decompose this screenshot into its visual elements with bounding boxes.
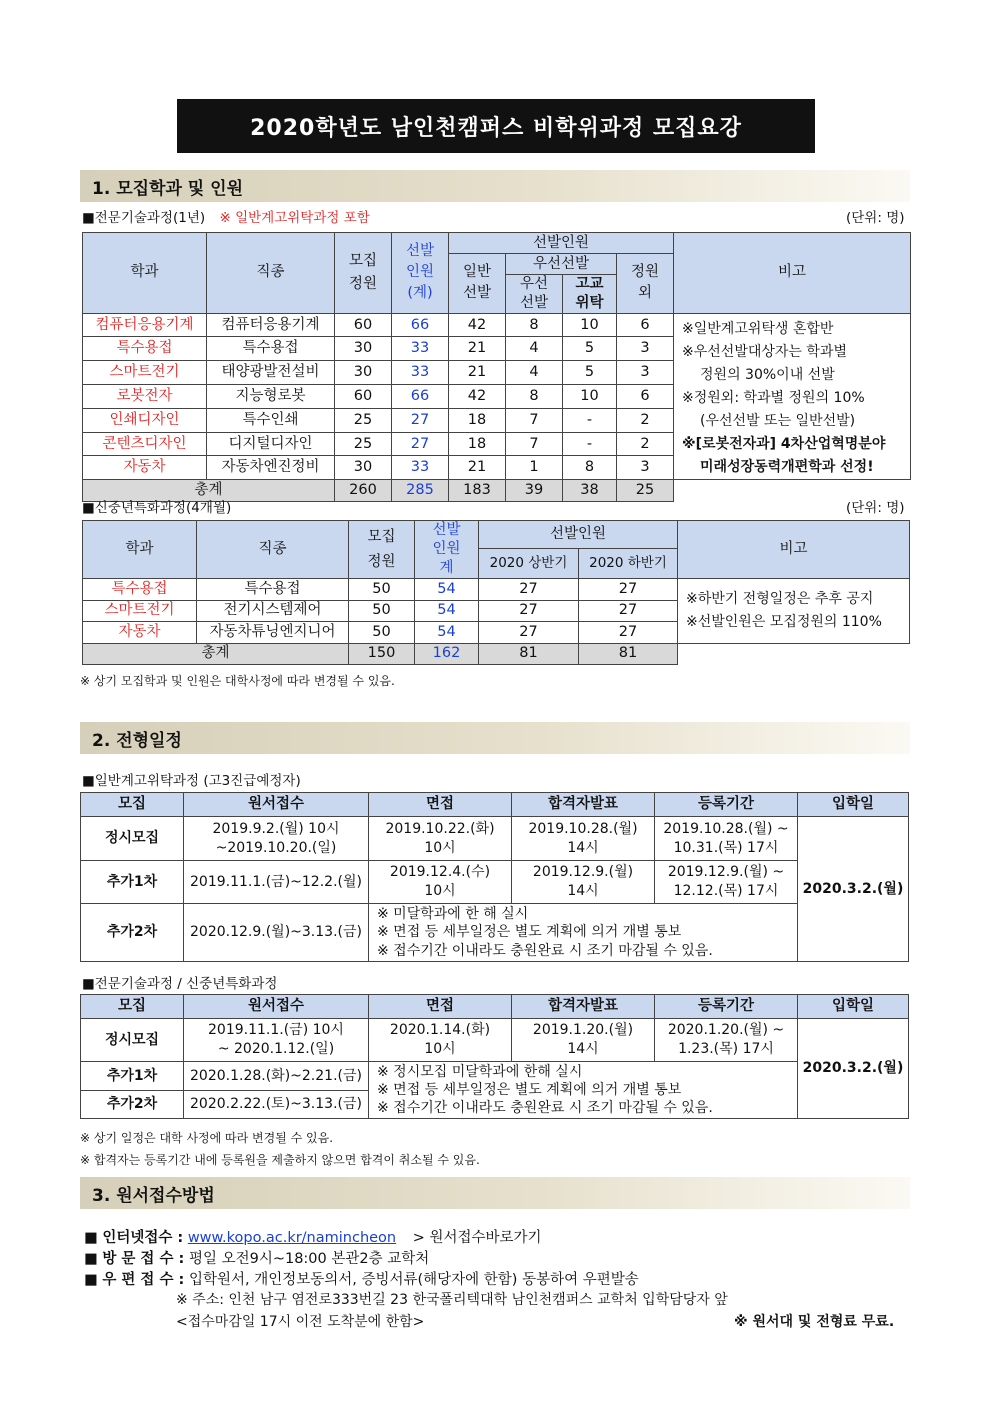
sec1-footnote: ※ 상기 모집학과 및 인원은 대학사정에 따라 변경될 수 있음. <box>80 674 395 688</box>
extra-value: 3 <box>617 456 674 480</box>
general-value: 18 <box>449 432 506 456</box>
selected-value: 27 <box>392 408 449 432</box>
dept-name: 로봇전자 <box>83 385 207 409</box>
priority-value: 8 <box>506 313 563 337</box>
total-label: 총계 <box>83 480 335 502</box>
internet-apply-label: 인터넷접수 : <box>102 1230 184 1246</box>
total-extra: 25 <box>617 480 674 502</box>
apply-period <box>184 1062 369 1091</box>
job-name: 컴퓨터응용기계 <box>207 313 335 337</box>
interview-date <box>369 817 512 861</box>
quota-value: 50 <box>349 579 415 601</box>
pro-senior-schedule-table <box>80 994 909 1119</box>
cell-line: 10시 <box>424 839 456 856</box>
apply-period <box>184 861 369 904</box>
remark-note: 미래성장동력개편학과 선정! <box>700 459 874 476</box>
t2-col-h2: 2020 하반기 <box>579 549 678 579</box>
selected-value: 66 <box>392 313 449 337</box>
t2-col-dept: 학과 <box>83 521 197 579</box>
remark-notes <box>674 313 911 480</box>
h1-value: 27 <box>479 600 579 622</box>
job-name: 전기시스템제어 <box>197 600 349 622</box>
dept-name: 스마트전기 <box>83 361 207 385</box>
cell-line: 2019.12.9.(월) ~ <box>667 864 785 881</box>
job-name: 특수인쇄 <box>207 408 335 432</box>
b-col-3: 합격자발표 <box>512 995 655 1019</box>
extra-value: 6 <box>617 385 674 409</box>
t2-total-quota: 150 <box>349 643 415 664</box>
quota-value: 30 <box>335 456 392 480</box>
cell-line: ~ 2020.1.12.(일) <box>217 1041 335 1057</box>
quota-value: 60 <box>335 313 392 337</box>
priority-value: 8 <box>506 385 563 409</box>
extra-value: 2 <box>617 432 674 456</box>
col-dept: 학과 <box>83 233 207 314</box>
result-date <box>512 1019 655 1062</box>
priority-value: 1 <box>506 456 563 480</box>
selected-value: 33 <box>392 456 449 480</box>
dept-name: 인쇄디자인 <box>83 408 207 432</box>
result-date <box>512 817 655 861</box>
selected-value: 27 <box>392 432 449 456</box>
deadline-line: <접수마감일 17시 이전 도착분에 한함> <box>176 1314 425 1330</box>
general-value: 21 <box>449 361 506 385</box>
page-title: 2020학년도 남인천캠퍼스 비학위과정 모집요강 <box>177 99 815 153</box>
visit-apply-text: 평일 오전9시~18:00 본관2층 교학처 <box>188 1251 430 1267</box>
col-extra <box>617 254 674 314</box>
extra-value: 3 <box>617 337 674 361</box>
dept-name: 스마트전기 <box>83 600 197 622</box>
dept-name: 콘텐츠디자인 <box>83 432 207 456</box>
h1-value: 27 <box>479 622 579 644</box>
cell-line: ~2019.10.20.(일) <box>215 839 337 856</box>
h2-value: 27 <box>579 622 678 644</box>
extra-value: 3 <box>617 361 674 385</box>
selected-value: 54 <box>415 600 479 622</box>
schedule-notes <box>369 904 798 962</box>
bullet-icon: ■ <box>84 1230 98 1246</box>
subheading-pro-course <box>82 206 370 226</box>
col-priority-sel-label: 우선 선발 <box>519 276 548 311</box>
col-job: 직종 <box>207 233 335 314</box>
selected-value: 33 <box>392 361 449 385</box>
apply-period <box>184 1091 369 1119</box>
t2-total-selected: 162 <box>415 643 479 664</box>
b-col-0: 모집 <box>81 995 184 1019</box>
col-priority-high <box>563 275 617 314</box>
table-row <box>83 313 911 337</box>
cell-line: 10.31.(목) 17시 <box>673 839 779 856</box>
remark-note: ※하반기 전형일정은 추후 공지 <box>686 590 874 607</box>
remark-note: ※[로봇전자과] 4차산업혁명분야 <box>682 436 886 453</box>
t2-col-quota <box>349 521 415 579</box>
t2-total-label: 총계 <box>83 643 349 664</box>
subheading-highschool: ■일반계고위탁과정 (고3진급예정자) <box>82 773 301 789</box>
entrance-date: 2020.3.2.(월) <box>798 817 909 962</box>
schedule-note: ※ 정시모집 미달학과에 한해 실시 <box>377 1063 583 1080</box>
t2-col-h1: 2020 상반기 <box>479 549 579 579</box>
quota-value: 25 <box>335 432 392 456</box>
interview-date <box>369 1019 512 1062</box>
a-col-1: 원서접수 <box>184 793 369 817</box>
apply-link-shortcut[interactable]: > 원서접수바로가기 <box>412 1230 542 1246</box>
high-value: 5 <box>563 337 617 361</box>
unit-label-2: (단위: 명) <box>846 500 905 516</box>
mail-apply-text: 입학원서, 개인정보동의서, 증빙서류(해당자에 한함) 동봉하여 우편발송 <box>188 1272 639 1288</box>
extra-value: 2 <box>617 408 674 432</box>
cell-line: 2019.12.4.(수) <box>389 864 491 881</box>
selected-value: 33 <box>392 337 449 361</box>
col-extra-label: 정원 외 <box>631 264 660 302</box>
quota-value: 60 <box>335 385 392 409</box>
cell-line: 2019.11.1.(금)~12.2.(월) <box>190 873 362 890</box>
cell-line: 10시 <box>424 883 456 899</box>
cell-line: 2019.10.28.(월) <box>528 820 638 837</box>
col-selected <box>392 233 449 314</box>
t2-total-h2: 81 <box>579 643 678 664</box>
quota-value: 50 <box>349 600 415 622</box>
a-col-4: 등록기간 <box>655 793 798 817</box>
remark-note: (우선선발 또는 일반선발) <box>700 413 856 430</box>
schedule-note: ※ 면접 등 세부일정은 별도 계획에 의거 개별 통보 <box>377 924 682 941</box>
apply-period <box>184 1019 369 1062</box>
b-col-1: 원서접수 <box>184 995 369 1019</box>
selected-value: 66 <box>392 385 449 409</box>
address-line: ※ 주소: 인천 남구 염전로333번길 23 한국폴리텍대학 남인천캠퍼스 교학처 입학담당자 앞 <box>176 1292 728 1308</box>
quota-value: 50 <box>349 622 415 644</box>
extra-value: 6 <box>617 313 674 337</box>
job-name: 자동차엔진정비 <box>207 456 335 480</box>
a-col-0: 모집 <box>81 793 184 817</box>
mail-apply-line <box>84 1268 639 1289</box>
b-col-4: 등록기간 <box>655 995 798 1019</box>
dept-name: 컴퓨터응용기계 <box>83 313 207 337</box>
cell-line: 2020.2.22.(토)~3.13.(금) <box>190 1096 362 1113</box>
high-value: 10 <box>563 385 617 409</box>
free-fee-note: ※ 원서대 및 전형료 무료. <box>734 1314 895 1330</box>
section-heading-1: 1. 모집학과 및 인원 <box>80 170 910 202</box>
h2-value: 27 <box>579 600 678 622</box>
subheading-pro-senior: ■전문기술과정 / 신중년특화과정 <box>82 976 278 992</box>
cell-line: 2020.1.20.(월) ~ <box>667 1022 785 1039</box>
dept-name: 특수용접 <box>83 579 197 601</box>
job-name: 특수용접 <box>207 337 335 361</box>
remark-note: ※일반계고위탁생 혼합반 <box>682 320 834 337</box>
subheading-note: ※ 일반계고위탁과정 포함 <box>219 210 370 226</box>
t2-col-quota-label: 모집 정원 <box>367 528 396 570</box>
priority-value: 7 <box>506 408 563 432</box>
general-value: 42 <box>449 313 506 337</box>
recruit-type: 추가2차 <box>81 1091 184 1119</box>
col-remark: 비고 <box>674 233 911 314</box>
section-heading-3: 3. 원서접수방법 <box>80 1177 910 1209</box>
schedule-notes <box>369 1062 798 1119</box>
unit-label: (단위: 명) <box>846 210 905 226</box>
section-heading-2: 2. 전형일정 <box>80 722 910 754</box>
a-col-2: 면접 <box>369 793 512 817</box>
selected-value: 54 <box>415 622 479 644</box>
schedule-note: ※ 접수기간 이내라도 충원완료 시 조기 마감될 수 있음. <box>377 942 713 959</box>
sec2-footnote-1: ※ 상기 일정은 대학 사정에 따라 변경될 수 있음. <box>80 1131 334 1145</box>
remark-notes <box>678 579 910 644</box>
high-value: - <box>563 408 617 432</box>
total-general: 183 <box>449 480 506 502</box>
col-selection-group: 선발인원 <box>449 233 674 254</box>
b-col-2: 면접 <box>369 995 512 1019</box>
dept-name: 자동차 <box>83 622 197 644</box>
cell-line: 1.23.(목) 17시 <box>678 1041 774 1057</box>
remark-note: ※우선선발대상자는 학과별 <box>682 343 847 360</box>
total-priority: 39 <box>506 480 563 502</box>
total-selected: 285 <box>392 480 449 502</box>
cell-line: 2020.1.28.(화)~2.21.(금) <box>190 1067 362 1084</box>
registration-period <box>655 817 798 861</box>
cell-line: 2020.1.14.(화) <box>389 1022 491 1039</box>
dept-name: 자동차 <box>83 456 207 480</box>
selected-value: 54 <box>415 579 479 601</box>
job-name: 태양광발전설비 <box>207 361 335 385</box>
h2-value: 27 <box>579 579 678 601</box>
priority-value: 4 <box>506 361 563 385</box>
col-priority-sel <box>506 275 563 314</box>
cell-line: 14시 <box>567 883 599 899</box>
schedule-note: ※ 면접 등 세부일정은 별도 계획에 의거 개별 통보 <box>377 1081 682 1098</box>
subheading-label: ■전문기술과정(1년) <box>82 210 206 226</box>
b-col-5: 입학일 <box>798 995 909 1019</box>
total-high: 38 <box>563 480 617 502</box>
general-value: 21 <box>449 337 506 361</box>
cell-line: 2019.11.1.(금) 10시 <box>208 1022 344 1039</box>
high-value: - <box>563 432 617 456</box>
apply-period <box>184 817 369 861</box>
schedule-note: ※ 미달학과에 한 해 실시 <box>377 906 529 923</box>
pro-course-quota-table <box>82 232 911 502</box>
job-name: 특수용접 <box>197 579 349 601</box>
cell-line: 10시 <box>424 1041 456 1057</box>
col-general <box>449 254 506 314</box>
mail-apply-label: 우 편 접 수 : <box>102 1272 185 1288</box>
recruit-type: 정시모집 <box>81 817 184 861</box>
t2-col-selection-group: 선발인원 <box>479 521 678 549</box>
cell-line: 14시 <box>567 839 599 856</box>
high-value: 10 <box>563 313 617 337</box>
cell-line: 2019.12.9.(월) <box>532 864 634 881</box>
quota-value: 25 <box>335 408 392 432</box>
remark-note: ※선발인원은 모집정원의 110% <box>686 613 882 630</box>
result-date <box>512 861 655 904</box>
priority-value: 7 <box>506 432 563 456</box>
entrance-date: 2020.3.2.(월) <box>798 1019 909 1119</box>
a-col-5: 입학일 <box>798 793 909 817</box>
dept-name: 특수용접 <box>83 337 207 361</box>
bullet-icon: ■ <box>84 1251 98 1267</box>
cell-line: 2019.10.28.(월) ~ <box>663 820 789 837</box>
internet-apply-line <box>84 1226 542 1247</box>
recruit-type: 추가2차 <box>81 904 184 962</box>
high-value: 5 <box>563 361 617 385</box>
t2-col-job: 직종 <box>197 521 349 579</box>
quota-value: 30 <box>335 361 392 385</box>
remark-note: 정원의 30%이내 선발 <box>700 366 835 383</box>
cell-line: 2019.10.22.(화) <box>385 820 495 837</box>
t2-col-remark: 비고 <box>678 521 910 579</box>
col-general-label: 일반 선발 <box>462 264 491 302</box>
registration-period <box>655 861 798 904</box>
table-row <box>83 579 910 601</box>
t2-col-selected-label: 선발 인원 계 <box>432 522 461 576</box>
visit-apply-label: 방 문 접 수 : <box>102 1251 185 1267</box>
apply-link[interactable]: www.kopo.ac.kr/namincheon <box>187 1230 397 1246</box>
t2-total-h1: 81 <box>479 643 579 664</box>
job-name: 지능형로봇 <box>207 385 335 409</box>
general-value: 21 <box>449 456 506 480</box>
cell-line: 14시 <box>567 1041 599 1057</box>
col-quota <box>335 233 392 314</box>
registration-period <box>655 1019 798 1062</box>
general-value: 42 <box>449 385 506 409</box>
job-name: 자동차튜닝엔지니어 <box>197 622 349 644</box>
col-quota-label: 모집 정원 <box>348 252 377 292</box>
total-quota: 260 <box>335 480 392 502</box>
h1-value: 27 <box>479 579 579 601</box>
job-name: 디지털디자인 <box>207 432 335 456</box>
cell-line: 2019.9.2.(월) 10시 <box>212 820 340 837</box>
recruit-type: 정시모집 <box>81 1019 184 1062</box>
general-value: 18 <box>449 408 506 432</box>
apply-period <box>184 904 369 962</box>
col-priority-high-label: 고교 위탁 <box>575 276 604 311</box>
cell-line: 12.12.(목) 17시 <box>673 883 779 899</box>
quota-value: 30 <box>335 337 392 361</box>
cell-line: 2020.12.9.(월)~3.13.(금) <box>190 924 362 941</box>
schedule-note: ※ 접수기간 이내라도 충원완료 시 조기 마감될 수 있음. <box>377 1100 713 1117</box>
sec2-footnote-2: ※ 합격자는 등록기간 내에 등록원을 제출하지 않으면 합격이 취소될 수 있음. <box>80 1153 480 1167</box>
col-priority: 우선선발 <box>506 254 617 275</box>
priority-value: 4 <box>506 337 563 361</box>
highschool-schedule-table <box>80 792 909 962</box>
a-col-3: 합격자발표 <box>512 793 655 817</box>
visit-apply-line <box>84 1247 429 1268</box>
high-value: 8 <box>563 456 617 480</box>
recruit-type: 추가1차 <box>81 861 184 904</box>
t2-col-selected <box>415 521 479 579</box>
bullet-icon: ■ <box>84 1272 98 1288</box>
recruit-type: 추가1차 <box>81 1062 184 1091</box>
interview-date <box>369 861 512 904</box>
remark-note: ※정원외: 학과별 정원의 10% <box>682 389 865 406</box>
col-selected-label: 선발 인원 (계) <box>405 243 434 302</box>
senior-course-quota-table <box>82 520 910 665</box>
subheading-senior-course: ■신중년특화과정(4개월) <box>82 500 232 516</box>
cell-line: 2019.1.20.(월) <box>532 1022 634 1039</box>
